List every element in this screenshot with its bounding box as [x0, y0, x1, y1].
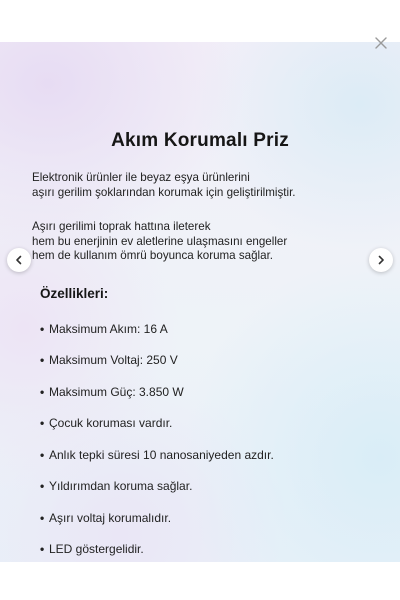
description-line: hem de kullanım ömrü boyunca koruma sağlar. [32, 249, 274, 262]
description-line: hem bu enerjinin ev aletlerine ulaşmasını engeller [32, 234, 288, 248]
next-image-button[interactable] [369, 248, 393, 272]
description-paragraph-1 [32, 171, 372, 200]
description-line: Elektronik ürünler ile beyaz eşya ürünlerini [32, 171, 250, 184]
description-line: aşırı gerilim şoklarından korumak için geliştirilmiştir. [32, 185, 296, 199]
feature-item [40, 345, 274, 377]
bullet: • [40, 447, 45, 462]
chevron-right-icon [375, 254, 387, 266]
bullet: • [40, 321, 45, 336]
bullet: • [40, 384, 45, 399]
feature-text: LED göstergelidir. [49, 542, 144, 557]
description-paragraph-2 [32, 220, 372, 264]
bullet: • [40, 510, 45, 525]
features-heading: Özellikleri: [40, 286, 109, 301]
feature-item [40, 439, 274, 471]
feature-item [40, 376, 274, 408]
bullet: • [40, 479, 45, 494]
close-button[interactable] [372, 34, 390, 52]
feature-text: Maksimum Voltaj: 250 V [49, 353, 178, 368]
bullet: • [40, 353, 45, 368]
close-icon [372, 34, 390, 52]
image-title: Akım Korumalı Priz [111, 130, 289, 151]
feature-item [40, 471, 274, 503]
feature-item [40, 313, 274, 345]
feature-item [40, 408, 274, 440]
product-image-panel [0, 42, 400, 562]
feature-text: Yıldırımdan koruma sağlar. [49, 479, 193, 494]
previous-image-button[interactable] [7, 248, 31, 272]
feature-text: Maksimum Akım: 16 A [49, 321, 168, 336]
feature-item [40, 502, 274, 534]
feature-text: Maksimum Güç: 3.850 W [49, 384, 184, 399]
feature-list [40, 313, 274, 565]
bullet: • [40, 416, 45, 431]
feature-text: Aşırı voltaj korumalıdır. [49, 510, 172, 525]
feature-text: Anlık tepki süresi 10 nanosaniyeden azdır. [49, 447, 274, 462]
feature-text: Çocuk koruması vardır. [49, 416, 173, 431]
bullet: • [40, 542, 45, 557]
feature-item [40, 534, 274, 566]
chevron-left-icon [13, 254, 25, 266]
description-line: Aşırı gerilimi toprak hattına ileterek [32, 220, 211, 233]
